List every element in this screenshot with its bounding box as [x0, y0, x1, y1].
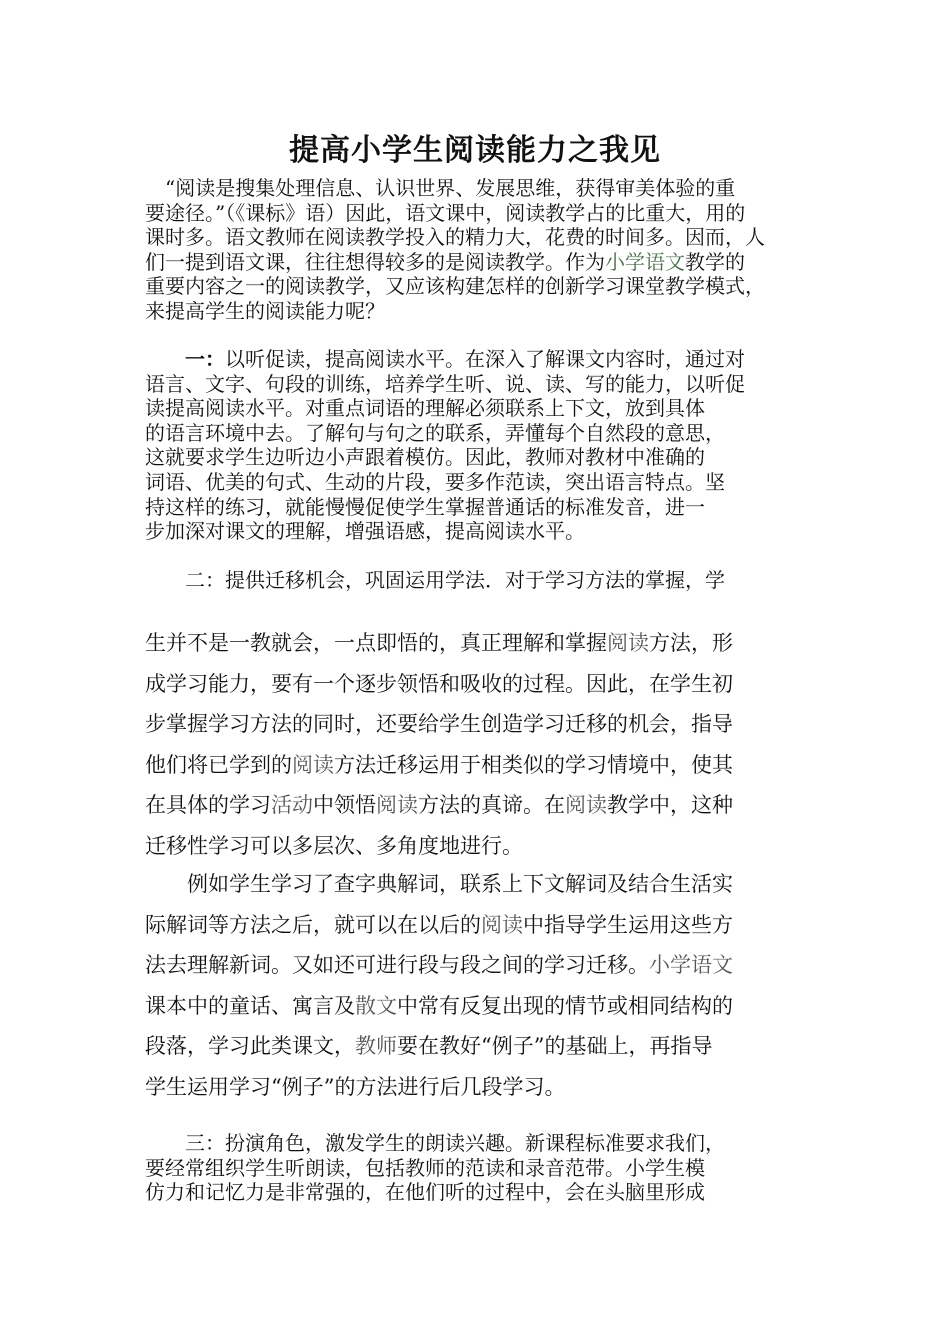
intro-line: 要途径。”（《课标》语）因此，语文课中，阅读教学占的比重大，用的 — [145, 200, 746, 225]
link-yuedu[interactable]: 阅读 — [565, 793, 607, 817]
text: 要在教好“例子”的基础上，再指导 — [397, 1034, 713, 1058]
link-yuedu[interactable]: 阅读 — [481, 912, 523, 937]
section-1-line: 读提高阅读水平。对重点词语的理解必须联系上下文，放到具体 — [145, 396, 705, 421]
document-title: 提高小学生阅读能力之我见 — [289, 133, 661, 168]
section-2-line: 例如学生学习了查字典解词，联系上下文解词及结合生活实 — [145, 872, 733, 896]
section-3-line: 仿力和记忆力是非常强的，在他们听的过程中，会在头脑里形成 — [145, 1180, 705, 1205]
section-1-line: 语言、文字、句段的训练，培养学生听、说、读、写的能力，以听促 — [145, 371, 745, 396]
section-1-line — [145, 347, 810, 372]
section-2-paragraph-2 — [145, 864, 810, 1107]
text: 段落，学习此类课文， — [145, 1034, 355, 1058]
section-2-heading-line — [145, 566, 810, 594]
intro-line: 重要内容之一的阅读教学，又应该构建怎样的创新学习课堂教学模式， — [145, 274, 765, 299]
link-yuedu[interactable]: 阅读 — [292, 752, 334, 777]
section-1-line: 词语、优美的句式、生动的片段，要多作范读，突出语言特点。坚 — [145, 469, 725, 494]
section-1-line: 持这样的练习，就能慢慢促使学生掌握普通话的标准发音，进一 — [145, 494, 705, 519]
section-2-line — [145, 905, 810, 946]
text: 教学中，这种 — [607, 793, 733, 817]
text: 中指导学生运用这些方 — [523, 912, 733, 937]
text: 方法的真谛。在 — [418, 793, 565, 817]
text: 法去理解新词。又如还可进行段与段之间的学习迁移。 — [145, 953, 649, 977]
text: 他们将已学到的 — [145, 752, 292, 777]
intro-text: 教学的 — [685, 249, 745, 274]
intro-line: 来提高学生的阅读能力呢？ — [145, 298, 385, 323]
section-2-line — [145, 785, 810, 826]
section-3-line: 三：扮演角色，激发学生的朗读兴趣。新课程标准要求我们， — [145, 1131, 725, 1155]
section-2-line — [145, 986, 810, 1027]
intro-line: 课时多。语文教师在阅读教学投入的精力大，花费的时间多。因而，人 — [145, 225, 765, 250]
section-2-line: 成学习能力，要有一个逐步领悟和吸收的过程。因此，在学生初 — [145, 671, 733, 696]
section-1-paragraph — [145, 347, 810, 544]
text: 际解词等方法之后，就可以在以后的 — [145, 912, 481, 937]
link-jiaoshi[interactable]: 教师 — [355, 1034, 397, 1058]
section-1-line: 这就要求学生边听边小声跟着模仿。因此，教师对教材中准确的 — [145, 445, 705, 470]
intro-paragraph — [145, 176, 810, 324]
section-2-line — [145, 945, 810, 986]
link-sanwen[interactable]: 散文 — [355, 993, 397, 1018]
intro-line-with-link — [145, 250, 810, 275]
section-2-first-line: 二：提供迁移机会，巩固运用学法．对于学习方法的掌握，学 — [145, 568, 725, 592]
section-2-line: 学生运用学习“例子”的方法进行后几段学习。 — [145, 1074, 566, 1099]
section-2-line — [145, 1026, 810, 1067]
intro-line: “阅读是搜集处理信息、认识世界、发展思维，获得审美体验的重 — [145, 176, 736, 200]
section-1-heading: 一： — [145, 347, 225, 371]
link-huodong[interactable]: 活动 — [271, 793, 313, 817]
text: 在具体的学习 — [145, 793, 271, 817]
link-xiaoxue-yuwen[interactable]: 小学语文 — [605, 249, 685, 274]
link-yuedu[interactable]: 阅读 — [376, 793, 418, 817]
section-2-line — [145, 745, 810, 786]
text: 方法，形 — [649, 631, 733, 655]
section-1-line: 步加深对课文的理解，增强语感，提高阅读水平。 — [145, 519, 585, 544]
section-1-text: 以听促读，提高阅读水平。在深入了解课文内容时，通过对 — [225, 347, 745, 371]
text: 课本中的童话、寓言及 — [145, 993, 355, 1018]
text: 中领悟 — [313, 793, 376, 817]
text: 中常有反复出现的情节或相同结构的 — [397, 993, 733, 1018]
section-2-line — [145, 623, 810, 664]
section-2-paragraph-1 — [145, 623, 810, 866]
section-1-line: 的语言环境中去。了解句与句之的联系，弄懂每个自然段的意思， — [145, 420, 725, 445]
intro-text: 们一提到语文课，往往想得较多的是阅读教学。作为 — [145, 249, 605, 274]
section-3-paragraph — [145, 1131, 810, 1205]
section-2-line: 步掌握学习方法的同时，还要给学生创造学习迁移的机会，指导 — [145, 712, 733, 736]
link-yuedu[interactable]: 阅读 — [607, 631, 649, 655]
link-xiaoxue-yuwen[interactable]: 小学语文 — [649, 953, 733, 977]
text: 方法迁移运用于相类似的学习情境中，使其 — [334, 752, 733, 777]
text: 生并不是一教就会，一点即悟的，真正理解和掌握 — [145, 631, 607, 655]
section-2-line: 迁移性学习可以多层次、多角度地进行。 — [145, 833, 523, 858]
section-3-line: 要经常组织学生听朗读，包括教师的范读和录音范带。小学生模 — [145, 1155, 705, 1180]
